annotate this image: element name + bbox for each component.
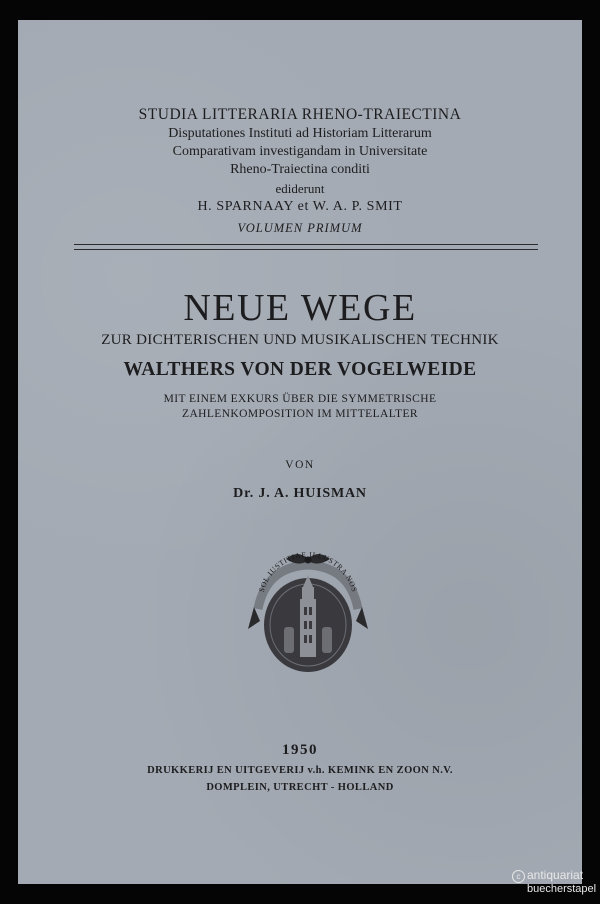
university-seal-icon [248, 547, 368, 677]
series-title: STUDIA LITTERARIA RHENO-TRAIECTINA [138, 106, 462, 123]
seal-motto-text: SOL IUSTITIAE ILLUSTRA NOS [256, 549, 360, 594]
author-preposition: VON [285, 459, 315, 471]
book-subtitle-4: ZAHLENKOMPOSITION IM MITTELALTER [182, 408, 418, 420]
series-line-2: Comparativam investigandam in Universitate [172, 144, 428, 159]
book-subtitle-2: WALTHERS VON DER VOGELWEIDE [123, 359, 477, 380]
book-subtitle-1: ZUR DICHTERISCHEN UND MUSIKALISCHEN TECHNIK [101, 332, 499, 348]
series-line-3: Rheno-Traiectina conditi [230, 162, 370, 177]
series-line-4: ediderunt [275, 181, 325, 196]
publication-year: 1950 [282, 742, 318, 758]
divider-rule [74, 249, 538, 250]
book-cover [18, 20, 582, 884]
divider-rule [74, 244, 538, 245]
copyright-icon: c [512, 870, 525, 883]
book-subtitle-3: MIT EINEM EXKURS ÜBER DIE SYMMETRISCHE [163, 393, 437, 405]
author-name: Dr. J. A. HUISMAN [233, 486, 367, 501]
publisher-address: DOMPLEIN, UTRECHT - HOLLAND [206, 782, 394, 793]
watermark-line-2: buecherstapel [527, 883, 597, 895]
volume-label: VOLUMEN PRIMUM [237, 221, 363, 235]
publisher-name: DRUKKERIJ EN UITGEVERIJ v.h. KEMINK EN ZOON N.V. [147, 765, 453, 776]
watermark [512, 868, 600, 902]
book-title: NEUE WEGE [183, 287, 417, 329]
series-line-1: Disputationes Instituti ad Historiam Litterarum [168, 126, 432, 141]
watermark-line-1: antiquariat [527, 868, 584, 882]
series-editors: H. SPARNAAY et W. A. P. SMIT [197, 199, 403, 214]
